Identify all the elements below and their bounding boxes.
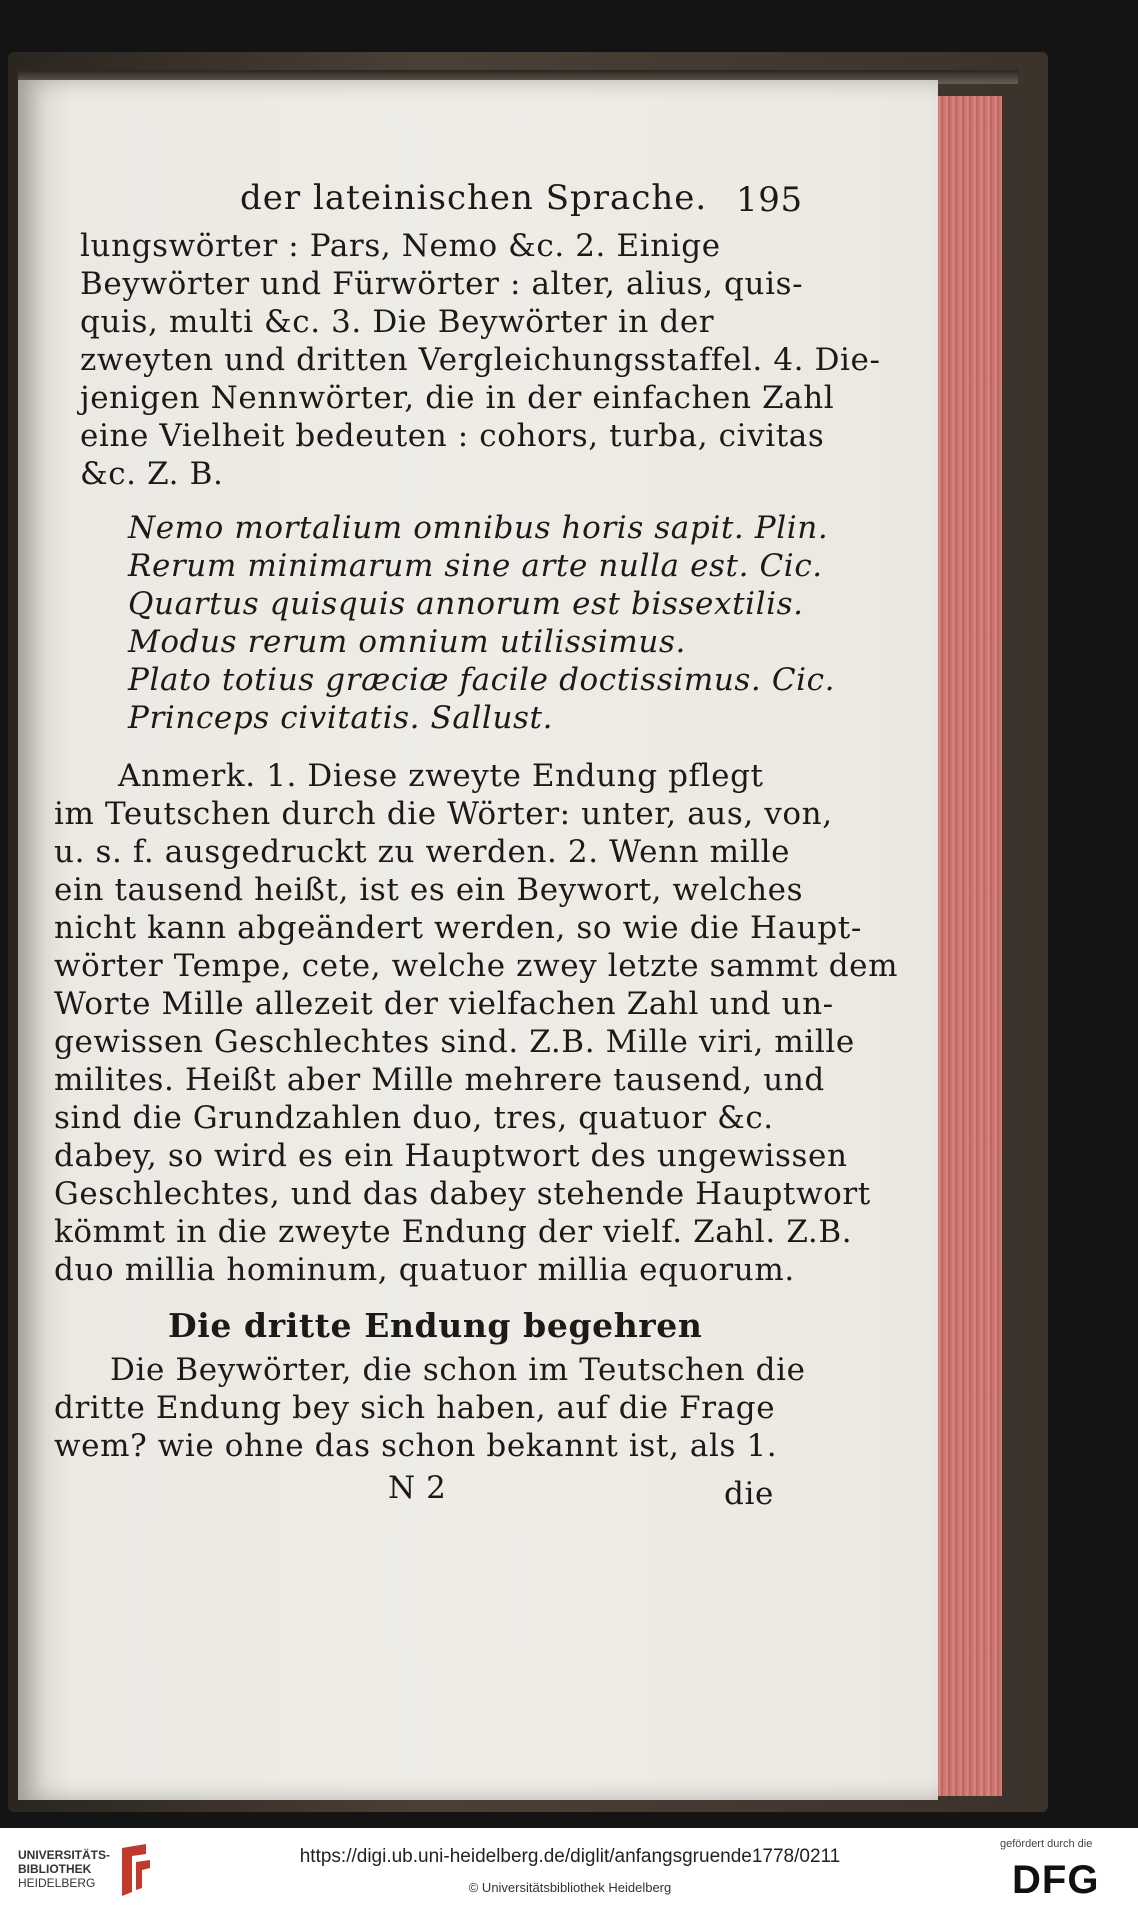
dfg-logo: DFG [1012, 1858, 1100, 1902]
text-line: Geschlechtes, und das dabey stehende Hauptwort [54, 1176, 871, 1212]
text-line: duo millia hominum, quatuor millia equorum. [54, 1252, 795, 1288]
text-line: Die Beywörter, die schon im Teutschen die [110, 1352, 806, 1388]
text-line: sind die Grundzahlen duo, tres, quatuor &c. [54, 1100, 774, 1136]
text-line: zweyten und dritten Vergleichungsstaffel. 4. Die- [80, 342, 881, 378]
example-line: Rerum minimarum sine arte nulla est. Cic. [128, 548, 823, 584]
library-name-line: BIBLIOTHEK [18, 1862, 92, 1876]
text-line: u. s. f. ausgedruckt zu werden. 2. Wenn mille [54, 834, 791, 870]
text-line: wörter Tempe, cete, welche zwey letzte sammt dem [54, 948, 899, 984]
text-line: Beywörter und Fürwörter : alter, alius, quis- [80, 266, 804, 302]
page-number: 195 [736, 180, 803, 220]
signature-mark: N 2 [388, 1470, 447, 1506]
text-line: jenigen Nennwörter, die in der einfachen Zahl [80, 380, 835, 416]
red-page-edges [930, 96, 1002, 1796]
text-line: eine Vielheit bedeuten : cohors, turba, civitas [80, 418, 825, 454]
section-heading: Die dritte Endung begehren [168, 1306, 703, 1345]
running-header: der lateinischen Sprache. [240, 178, 708, 218]
library-name-line: HEIDELBERG [18, 1876, 96, 1890]
text-line: kömmt in die zweyte Endung der vielf. Zahl. Z.B. [54, 1214, 853, 1250]
text-line: &c. Z. B. [80, 456, 224, 492]
text-line: wem? wie ohne das schon bekannt ist, als 1. [54, 1428, 778, 1464]
example-line: Plato totius græciæ facile doctissimus. Cic. [128, 662, 836, 698]
library-logo-text [18, 1848, 110, 1890]
viewer-footer [0, 1828, 1138, 1913]
text-line: lungswörter : Pars, Nemo &c. 2. Einige [80, 228, 721, 264]
example-line: Princeps civitatis. Sallust. [128, 700, 554, 736]
example-line: Modus rerum omnium utilissimus. [128, 624, 686, 660]
text-line: nicht kann abgeändert werden, so wie die Haupt- [54, 910, 862, 946]
text-line: dritte Endung bey sich haben, auf die Frage [54, 1390, 776, 1426]
library-logo-icon [118, 1842, 154, 1898]
funding-label: gefördert durch die [1000, 1838, 1093, 1850]
text-line: Worte Mille allezeit der vielfachen Zahl und un- [54, 986, 834, 1022]
text-line: quis, multi &c. 3. Die Beywörter in der [80, 304, 715, 340]
text-line: milites. Heißt aber Mille mehrere tausend, und [54, 1062, 825, 1098]
text-line: ein tausend heißt, ist es ein Beywort, welches [54, 872, 804, 908]
permalink-url[interactable]: https://digi.ub.uni-heidelberg.de/diglit/anfangsgruende1778/0211 [299, 1846, 841, 1867]
text-line: im Teutschen durch die Wörter: unter, aus, von, [54, 796, 833, 832]
example-line: Quartus quisquis annorum est bissextilis. [128, 586, 804, 622]
catchword: die [724, 1476, 774, 1512]
text-line: Anmerk. 1. Diese zweyte Endung pflegt [118, 758, 764, 794]
book-page [18, 80, 938, 1800]
text-line: dabey, so wird es ein Hauptwort des ungewissen [54, 1138, 848, 1174]
library-name-line: UNIVERSITÄTS- [18, 1848, 111, 1862]
copyright-notice: © Universitätsbibliothek Heidelberg [468, 1880, 672, 1895]
text-line: gewissen Geschlechtes sind. Z.B. Mille viri, mille [54, 1024, 855, 1060]
example-line: Nemo mortalium omnibus horis sapit. Plin. [128, 510, 829, 546]
